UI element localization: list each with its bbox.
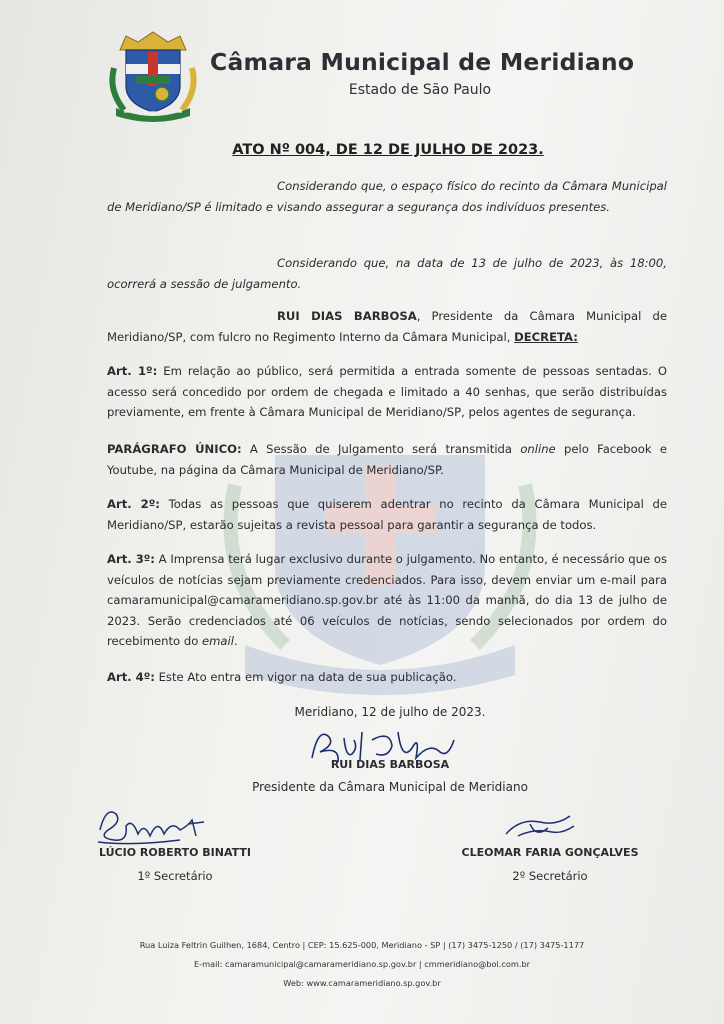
secretary-2-signature bbox=[500, 808, 580, 842]
paragraph-unico bbox=[107, 439, 667, 480]
secretary-2-name: CLEOMAR FARIA GONÇALVES bbox=[461, 846, 639, 859]
act-title: ATO Nº 004, DE 12 DE JULHO DE 2023. bbox=[232, 142, 544, 158]
considering-2-text: Considerando que, na data de 13 de julho de 2023, às 18:00, ocorrerá a sessão de julgamento. bbox=[107, 256, 667, 291]
article-3-text-end: . bbox=[233, 634, 238, 648]
place-date: Meridiano, 12 de julho de 2023. bbox=[294, 705, 486, 719]
footer-email: E-mail: camaramunicipal@camarameridiano.sp.gov.br | cmmeridiano@bol.com.br bbox=[193, 959, 531, 969]
secretary-2-block bbox=[440, 846, 660, 883]
article-3-text: A Imprensa terá lugar exclusivo durante o julgamento. No entanto, é necessário que os veículos de notícias sejam previamente credenciados. Para isso, devem enviar um e-mail para camaramunicipal@camarameridiano.sp.gov.br até às 11:00 da manhã, do dia 13 de julho de 2023. Serão credenciados até 06 veículos de notícias, sendo selecionados por ordem do recebimento do bbox=[107, 552, 667, 648]
article-2-label: Art. 2º: bbox=[107, 497, 160, 511]
article-3-email-word: email bbox=[201, 634, 234, 648]
president-text: , Presidente da Câmara Municipal de Meridiano/SP, com fulcro no Regimento Interno da Câmara Municipal, bbox=[107, 309, 667, 344]
decreta-label: DECRETA: bbox=[514, 329, 578, 344]
president-paragraph bbox=[107, 306, 667, 347]
state-name: Estado de São Paulo bbox=[348, 82, 492, 98]
article-1 bbox=[107, 361, 667, 423]
considering-1-text: Considerando que, o espaço físico do recinto da Câmara Municipal de Meridiano/SP é limitado e visando assegurar a segurança dos indivíduos presentes. bbox=[107, 179, 667, 214]
paragraph-unico-label: PARÁGRAFO ÚNICO: bbox=[107, 442, 242, 456]
president-name: RUI DIAS BARBOSA bbox=[277, 309, 417, 323]
paragraph-unico-text-2: pelo Facebook e Youtube, na página da Câmara Municipal de Meridiano/SP. bbox=[107, 442, 667, 477]
article-1-label: Art. 1º: bbox=[107, 364, 158, 378]
considering-paragraph-2 bbox=[107, 253, 667, 294]
municipal-crest-logo bbox=[106, 28, 200, 124]
president-signature-name: RUI DIAS BARBOSA bbox=[330, 758, 450, 771]
paragraph-online-word: online bbox=[520, 442, 556, 456]
organization-name: Câmara Municipal de Meridiano bbox=[210, 48, 635, 76]
secretary-1-block bbox=[65, 846, 285, 883]
article-2 bbox=[107, 494, 667, 535]
article-1-text: Em relação ao público, será permitida a entrada somente de pessoas sentadas. O acesso será concedido por ordem de chegada e limitado a 40 senhas, que serão distribuídas previamente, em frente à Câmara Municipal de Meridiano/SP, pelos agentes de segurança. bbox=[107, 364, 667, 419]
article-2-text: Todas as pessoas que quiserem adentrar no recinto da Câmara Municipal de Meridiano/SP, estarão sujeitas a revista pessoal para garantir a segurança de todos. bbox=[107, 497, 667, 532]
secretary-1-name: LÚCIO ROBERTO BINATTI bbox=[99, 846, 251, 859]
secretary-2-role: 2º Secretário bbox=[512, 869, 588, 883]
president-role: Presidente da Câmara Municipal de Meridiano bbox=[252, 780, 528, 794]
secretary-1-role: 1º Secretário bbox=[137, 869, 213, 883]
footer-address: Rua Luiza Feltrin Guilhen, 1684, Centro | CEP: 15.625-000, Meridiano - SP | (17) 3475-1250 / (17) 3475-1177 bbox=[139, 940, 585, 950]
article-3 bbox=[107, 549, 667, 652]
secretary-1-signature bbox=[92, 800, 222, 850]
paragraph-unico-text-1: A Sessão de Julgamento será transmitida bbox=[241, 442, 521, 456]
article-4-label: Art. 4º: bbox=[107, 670, 155, 684]
considering-paragraph-1 bbox=[107, 176, 667, 217]
article-4 bbox=[107, 667, 667, 688]
footer-web: Web: www.camarameridiano.sp.gov.br bbox=[283, 978, 441, 988]
article-3-label: Art. 3º: bbox=[107, 552, 155, 566]
article-4-text: Este Ato entra em vigor na data de sua publicação. bbox=[154, 670, 457, 684]
